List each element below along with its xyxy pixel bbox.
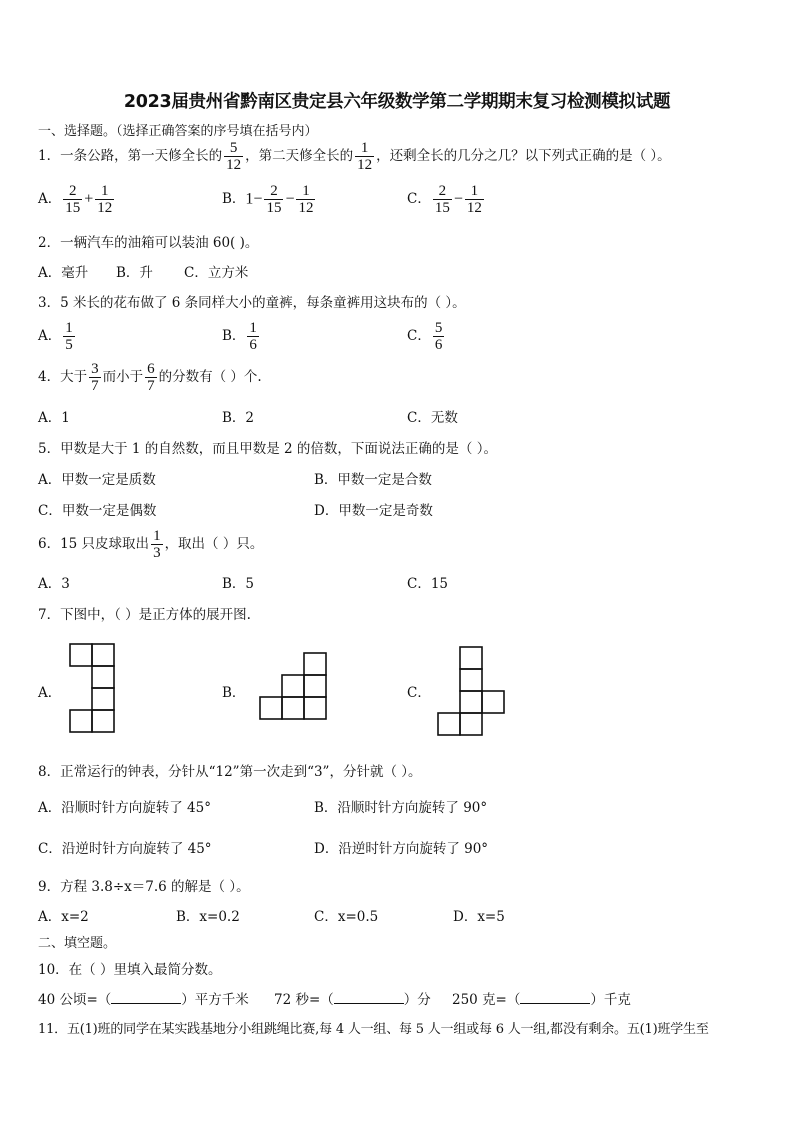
q2-option-a: A．毫升 [38, 265, 89, 281]
q6-option-a: A．3 [38, 576, 70, 592]
q1-text-1: 一条公路，第一天修全长的 [60, 148, 223, 164]
q4-option-a: A．1 [38, 410, 70, 426]
page-title: 2023届贵州省黔南区贵定县六年级数学第二学期期末复习检测模拟试题 [123, 92, 671, 112]
q1-c-d1: 15 [434, 200, 450, 216]
q10-item-2 [274, 988, 431, 1008]
q1-fraction-2 [355, 140, 374, 173]
q4-f2-den: 7 [147, 378, 155, 394]
q1-a-frac2 [95, 183, 114, 216]
q9-option-d: D．x=5 [453, 909, 505, 925]
q1-f2-num: 1 [355, 140, 374, 157]
q4-option-b: B．2 [222, 410, 255, 426]
question-8: 8．正常运行的钟表，分针从“12”第一次走到“3”，分针就（ ）。 [38, 764, 422, 780]
q10-blank-3[interactable] [520, 991, 590, 1004]
q1-a-op: + [84, 190, 94, 208]
q3-c-den: 6 [434, 337, 443, 353]
question-7: 7．下图中，（ ）是正方体的展开图. [38, 607, 251, 623]
question-3: 3．5 米长的花布做了 6 条同样大小的童裤，每条童裤用这块布的（ ）。 [38, 295, 466, 311]
q1-f2-den: 12 [357, 157, 373, 173]
q1-a-frac1 [63, 183, 82, 216]
q1-text-2: ，第二天修全长的 [245, 148, 354, 164]
q10-blank-1[interactable] [111, 991, 181, 1004]
question-2: 2．一辆汽车的油箱可以装油 60( )。 [38, 235, 259, 251]
q3-a-label: A． [38, 328, 62, 344]
q3-b-num: 1 [249, 320, 257, 336]
question-4 [38, 361, 262, 394]
q5-option-a: A．甲数一定是质数 [38, 472, 156, 488]
cube-net-b-figure [258, 651, 328, 723]
q6-f-den: 3 [153, 545, 161, 561]
q10-p1: 40 公顷=（ [38, 992, 112, 1008]
q1-option-a [38, 183, 116, 216]
q4-fraction-1 [89, 361, 101, 394]
q1-b-n1: 2 [264, 183, 283, 200]
question-10: 10．在（ ）里填入最简分数。 [38, 962, 222, 978]
q10-blank-2[interactable] [334, 991, 404, 1004]
section-choice-heading: 一、选择题。（选择正确答案的序号填在括号内） [38, 124, 318, 139]
question-1 [38, 140, 671, 173]
q1-a-n2: 1 [95, 183, 114, 200]
question-9: 9．方程 3.8÷x＝7.6 的解是（ ）。 [38, 879, 250, 895]
q7-option-a: A． [38, 685, 62, 701]
q8-option-c: C．沿逆时针方向旋转了 45° [38, 841, 212, 857]
q10-u3: ）千克 [590, 992, 631, 1008]
question-11: 11．五(1)班的同学在某实践基地分小组跳绳比赛,每 4 人一组、每 5 人一组或每 6 人一组,都没有剩余。五(1)班学生至 [38, 1022, 709, 1037]
q5-option-c: C．甲数一定是偶数 [38, 503, 157, 519]
q10-item-1 [38, 988, 249, 1008]
q1-c-n2: 1 [465, 183, 484, 200]
q4-text-2: 而小于 [102, 369, 144, 385]
q4-text-1: 4．大于 [38, 369, 88, 385]
q3-b-den: 6 [249, 337, 257, 353]
q8-option-d: D．沿逆时针方向旋转了 90° [314, 841, 489, 857]
q1-option-b [222, 183, 317, 216]
q2-option-b: B．升 [116, 265, 153, 281]
q3-c-num: 5 [434, 320, 443, 336]
q3-a-den: 5 [65, 337, 73, 353]
q4-f1-den: 7 [91, 378, 99, 394]
q8-option-b: B．沿顺时针方向旋转了 90° [314, 800, 488, 816]
q10-u2: ）分 [403, 992, 431, 1008]
q10-u1: ）平方千米 [181, 992, 249, 1008]
q6-option-c: C．15 [407, 576, 449, 592]
q1-b-op: − [285, 190, 295, 208]
q6-option-b: B．5 [222, 576, 255, 592]
q7-option-c: C． [407, 685, 431, 701]
q1-f1-den: 12 [226, 157, 242, 173]
q6-fraction [151, 528, 163, 561]
question-5: 5．甲数是大于 1 的自然数，而且甲数是 2 的倍数，下面说法正确的是（ ）。 [38, 441, 497, 457]
q1-c-n1: 2 [433, 183, 452, 200]
q4-option-c: C．无数 [407, 410, 458, 426]
q6-text-2: ，取出（ ）只。 [164, 536, 264, 552]
q1-option-c [407, 183, 486, 216]
cube-net-c-figure [436, 645, 508, 739]
q1-c-frac1 [433, 183, 452, 216]
question-6 [38, 528, 263, 561]
q3-c-frac [433, 320, 445, 353]
q1-b-n2: 1 [296, 183, 315, 200]
q1-text-3: ，还剩全长的几分之几？以下列式正确的是（ ）。 [376, 148, 671, 164]
q3-c-label: C． [407, 328, 431, 344]
q1-b-label: B． [222, 191, 246, 207]
q9-option-c: C．x=0.5 [314, 909, 379, 925]
q1-f1-num: 5 [224, 140, 243, 157]
q9-option-b: B．x=0.2 [176, 909, 240, 925]
q1-a-d2: 12 [97, 200, 113, 216]
q1-b-frac1 [264, 183, 283, 216]
q3-option-b [222, 320, 261, 353]
cube-net-a-figure [68, 642, 116, 736]
q4-text-3: 的分数有（ ）个. [158, 369, 262, 385]
q7-option-b: B． [222, 685, 246, 701]
q10-item-3 [452, 988, 631, 1008]
q1-b-d1: 15 [266, 200, 282, 216]
q1-c-label: C． [407, 191, 431, 207]
q3-option-a [38, 320, 77, 353]
q1-c-d2: 12 [466, 200, 482, 216]
q3-a-frac [63, 320, 75, 353]
q9-option-a: A．x=2 [38, 909, 89, 925]
section-fill-heading: 二、填空题。 [38, 936, 117, 951]
q1-a-d1: 15 [65, 200, 81, 216]
q6-text-1: 6．15 只皮球取出 [38, 536, 150, 552]
q3-b-frac [247, 320, 259, 353]
q1-b-d2: 12 [298, 200, 314, 216]
q1-fraction-1 [224, 140, 243, 173]
q1-c-op: − [453, 190, 463, 208]
q10-p3: 250 克=（ [452, 992, 521, 1008]
q1-a-n1: 2 [63, 183, 82, 200]
q1-b-pre: 1− [245, 190, 263, 208]
q5-option-b: B．甲数一定是合数 [314, 472, 432, 488]
q5-option-d: D．甲数一定是奇数 [314, 503, 433, 519]
q6-f-num: 1 [153, 528, 161, 544]
q2-option-c: C．立方米 [184, 265, 249, 281]
q1-b-frac2 [296, 183, 315, 216]
q1-c-frac2 [465, 183, 484, 216]
q1-number: 1． [38, 148, 61, 164]
q3-a-num: 1 [65, 320, 73, 336]
q10-p2: 72 秒=（ [274, 992, 334, 1008]
q4-f2-num: 6 [147, 361, 155, 377]
q8-option-a: A．沿顺时针方向旋转了 45° [38, 800, 211, 816]
q1-a-label: A． [38, 191, 62, 207]
q3-option-c [407, 320, 446, 353]
q3-b-label: B． [222, 328, 246, 344]
q4-fraction-2 [145, 361, 157, 394]
q4-f1-num: 3 [91, 361, 99, 377]
